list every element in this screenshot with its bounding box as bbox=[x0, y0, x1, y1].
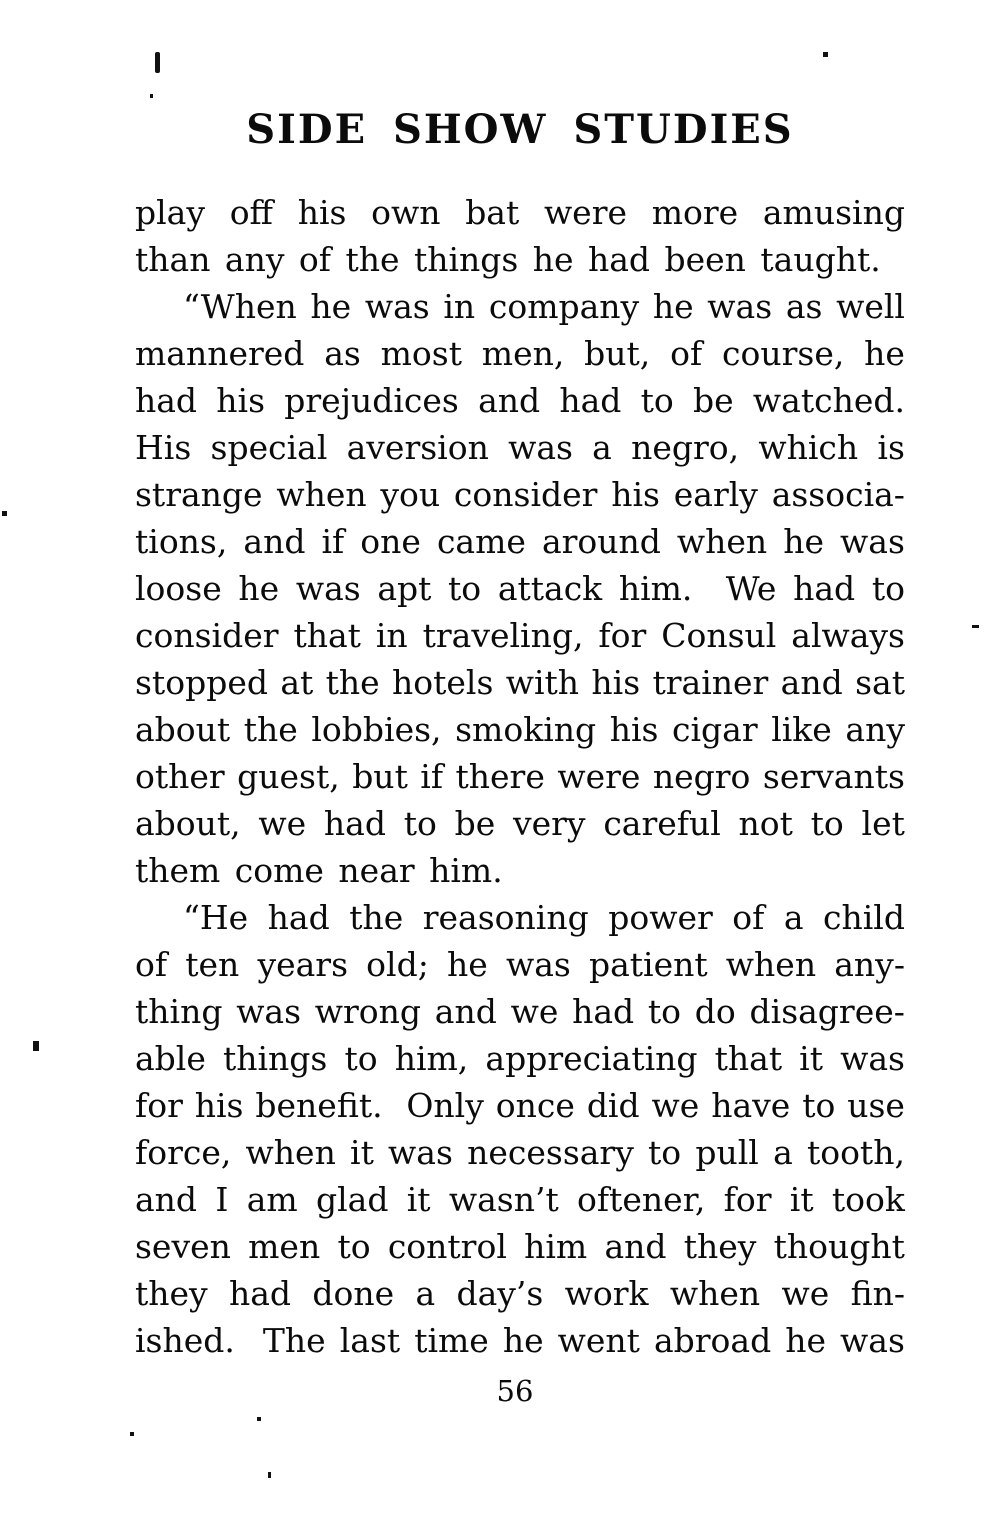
scan-speck-artifact bbox=[155, 52, 160, 73]
scan-speck-artifact bbox=[257, 1417, 261, 1421]
text-line: of ten years old; he was patient when any- bbox=[135, 945, 905, 984]
page-number: 56 bbox=[496, 1374, 534, 1408]
text-line: seven men to control him and they thought bbox=[135, 1227, 905, 1266]
text-line: play off his own bat were more amusing bbox=[135, 193, 905, 232]
scan-speck-artifact bbox=[150, 94, 153, 98]
text-line: tions, and if one came around when he was bbox=[135, 522, 905, 561]
text-line: loose he was apt to attack him. We had to bbox=[135, 569, 905, 608]
text-line: able things to him, appreciating that it was bbox=[135, 1039, 905, 1078]
text-line: stopped at the hotels with his trainer and sat bbox=[135, 663, 905, 702]
text-line: than any of the things he had been taught. bbox=[135, 240, 881, 279]
text-line: His special aversion was a negro, which is bbox=[135, 428, 905, 467]
text-line: force, when it was necessary to pull a tooth, bbox=[135, 1133, 905, 1172]
scan-speck-artifact bbox=[268, 1472, 271, 1478]
text-line: other guest, but if there were negro servants bbox=[135, 757, 905, 796]
page-body-text bbox=[135, 189, 905, 1364]
scan-speck-artifact bbox=[33, 1041, 39, 1051]
text-line: and I am glad it wasn’t oftener, for it took bbox=[135, 1180, 905, 1219]
text-line: had his prejudices and had to be watched. bbox=[135, 381, 905, 420]
text-line: about the lobbies, smoking his cigar like any bbox=[135, 710, 905, 749]
text-line: them come near him. bbox=[135, 851, 503, 890]
text-line: “He had the reasoning power of a child bbox=[183, 898, 905, 937]
scan-speck-artifact bbox=[823, 52, 828, 57]
text-line: ished. The last time he went abroad he was bbox=[135, 1321, 905, 1360]
text-line: for his benefit. Only once did we have to use bbox=[135, 1086, 905, 1125]
text-line: “When he was in company he was as well bbox=[183, 287, 905, 326]
scan-speck-artifact bbox=[2, 511, 7, 516]
text-line: consider that in traveling, for Consul always bbox=[135, 616, 905, 655]
page-title: SIDE SHOW STUDIES bbox=[246, 106, 794, 153]
text-line: strange when you consider his early associa- bbox=[135, 475, 905, 514]
text-line: mannered as most men, but, of course, he bbox=[135, 334, 905, 373]
scan-speck-artifact bbox=[972, 625, 979, 628]
text-line: thing was wrong and we had to do disagree- bbox=[135, 992, 905, 1031]
text-line: about, we had to be very careful not to let bbox=[135, 804, 905, 843]
scan-speck-artifact bbox=[130, 1432, 134, 1436]
text-line: they had done a day’s work when we fin- bbox=[135, 1274, 905, 1313]
